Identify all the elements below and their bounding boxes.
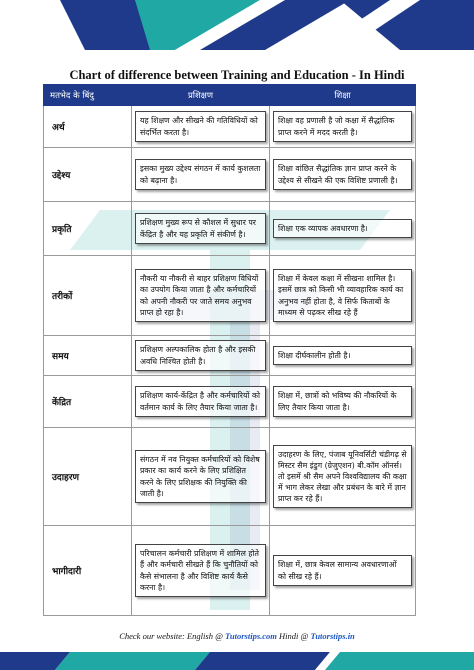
education-cell: शिक्षा एक व्यापक अवधारणा है। <box>273 219 412 238</box>
row-label: भागीदारी <box>44 526 132 616</box>
page-title: Chart of difference between Training and Education - In Hindi <box>69 68 405 82</box>
row-label: उदाहरण <box>44 428 132 526</box>
table-row <box>44 256 416 336</box>
footer-band <box>0 646 474 670</box>
education-cell: शिक्षा में, छात्र केवल सामान्य अवधारणाओं को सीख रहे हैं। <box>273 555 412 585</box>
training-cell: प्रशिक्षण कार्य-केंद्रित है और कर्मचारियों को वर्तमान कार्य के लिए तैयार किया जाता है। <box>135 386 266 416</box>
footer-middle: Hindi @ <box>276 631 311 641</box>
education-cell: शिक्षा वह प्रणाली है जो कक्षा में सैद्धांतिक प्राप्त करने में मदद करती है। <box>273 111 412 141</box>
training-cell: प्रशिक्षण मुख्य रूप से कौशल में सुधार पर केंद्रित है और यह प्रकृति में संकीर्ण है। <box>135 213 266 243</box>
footer-prefix: Check our website: English @ <box>119 631 226 641</box>
training-cell: यह शिक्षण और सीखने की गतिविधियों को संदर्भित करता है। <box>135 111 266 141</box>
table-row <box>44 428 416 526</box>
row-label: प्रकृति <box>44 202 132 256</box>
table-row <box>44 106 416 148</box>
header-education: शिक्षा <box>270 85 416 106</box>
row-label: अर्थ <box>44 106 132 148</box>
training-cell: संगठन में नव नियुक्त कर्मचारियों को विशेष प्रकार का कार्य करने के लिए प्रशिक्षित करने के लिए प्रशिक्षक की नियुक्ति की जाती है। <box>135 450 266 502</box>
header-training: प्रशिक्षण <box>132 85 270 106</box>
table-row <box>44 376 416 428</box>
table-row <box>44 526 416 616</box>
row-label: उद्देश्य <box>44 148 132 202</box>
table-row <box>44 202 416 256</box>
hindi-site-link[interactable]: Tutorstips.in <box>310 631 355 641</box>
training-cell: परिचालन कर्मचारी प्रशिक्षण में शामिल होते हैं और कर्मचारी सीखते हैं कि चुनौतियों को कैसे संभालना है और विशिष्ट कार्य कैसे करना है। <box>135 544 266 596</box>
header-banner <box>0 0 474 50</box>
footer <box>0 631 474 641</box>
training-cell: प्रशिक्षण अल्पकालिक होता है और इसकी अवधि निश्चित होती है। <box>135 340 266 370</box>
training-cell: इसका मुख्य उद्देश्य संगठन में कार्य कुशलता को बढ़ाना है। <box>135 159 266 189</box>
table-row <box>44 148 416 202</box>
row-label: तरीकों <box>44 256 132 336</box>
row-label: केंद्रित <box>44 376 132 428</box>
header-point-of-difference: मतभेद के बिंदु <box>44 85 132 106</box>
education-cell: शिक्षा में केवल कक्षा में सीखना शामिल है। इसमें छात्र को किसी भी व्यावहारिक कार्य का अनुभव नहीं होता है, वे सिर्फ किताबों के माध्यम से पढ़कर सीख रहे हैं <box>273 269 412 321</box>
training-cell: नौकरी या नौकरी से बाहर प्रशिक्षण विधियों का उपयोग किया जाता है और कर्मचारियों को अपनी नौकरी पर जाते समय अनुभव प्राप्त हो रहा है। <box>135 269 266 321</box>
difference-table <box>43 84 416 616</box>
education-cell: शिक्षा दीर्घकालीन होती है। <box>273 346 412 365</box>
education-cell: शिक्षा में, छात्रों को भविष्य की नौकरियों के लिए तैयार किया जाता है। <box>273 386 412 416</box>
row-label: समय <box>44 336 132 376</box>
education-cell: शिक्षा वांछित सैद्धांतिक ज्ञान प्राप्त करने के उद्देश्य से सीखने की एक विशिष्ट प्रणाली है। <box>273 159 412 189</box>
english-site-link[interactable]: Tutorstips.com <box>225 631 277 641</box>
education-cell: उदाहरण के लिए, पंजाब यूनिवर्सिटी चंडीगढ़ से मिस्टर सैम इंडुग (ग्रेजुएशन) बी.कॉम ऑनर्स। तो इसमें श्री सैम अपने विश्वविद्यालय की कक्षा में भाग लेकर लेखा और प्रबंधन के बारे में ज्ञान प्राप्त कर रहे हैं। <box>273 445 412 508</box>
table-row <box>44 336 416 376</box>
